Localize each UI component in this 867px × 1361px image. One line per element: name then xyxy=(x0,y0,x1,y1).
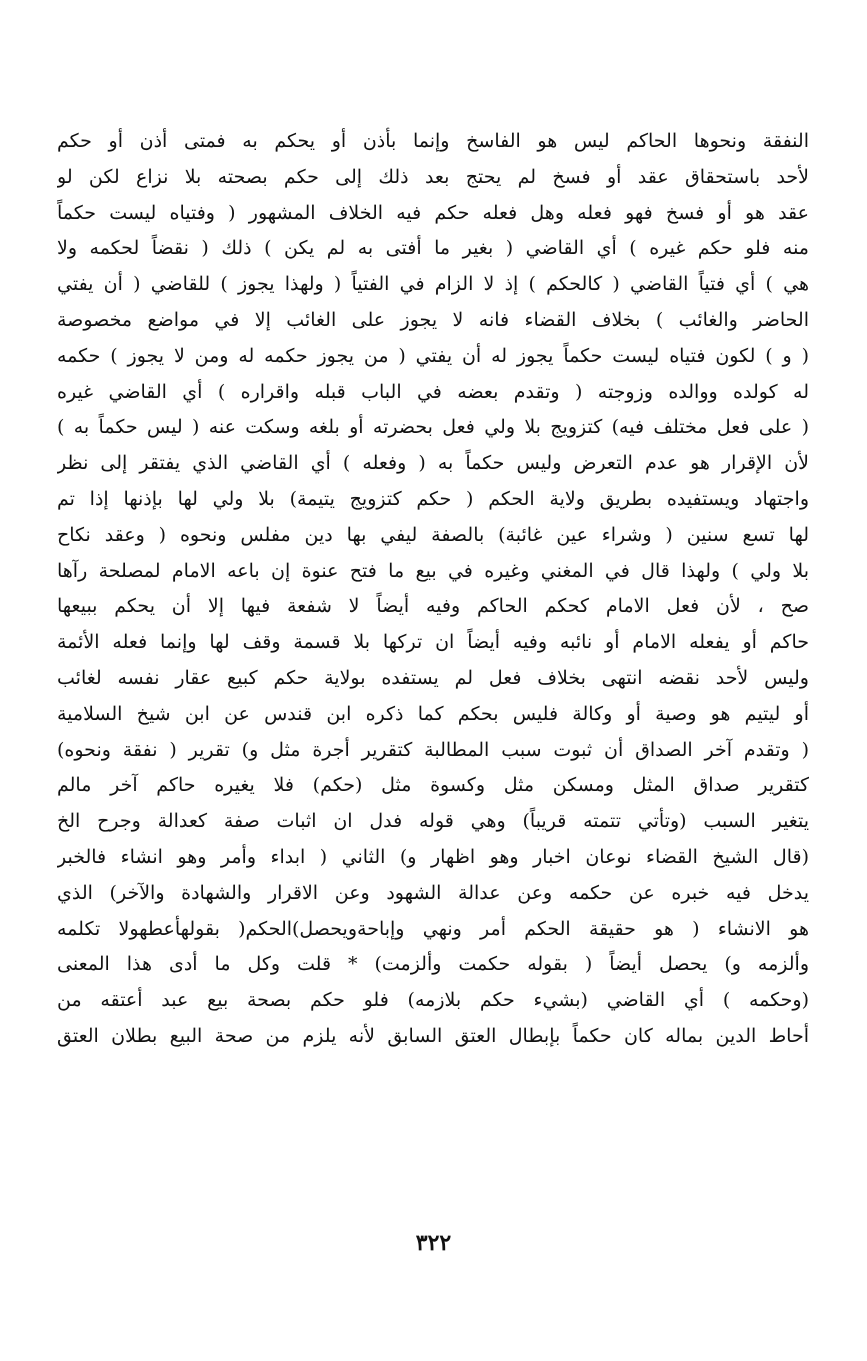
text-line: يتغير السبب (وتأتي تتمته قريباً) وهي قوله فدل ان اثبات صفة كعدالة وجرح الخ xyxy=(57,810,809,833)
text-line: كتقرير صداق المثل ومسكن مثل وكسوة مثل (حكم) فلا يغيره حاكم آخر مالم xyxy=(57,774,809,797)
text-line: لأن الإقرار هو عدم التعرض وليس حكماً به ( وفعله ) أي القاضي الذي يفتقر إلى نظر xyxy=(57,452,809,475)
text-line: ( على فعل مختلف فيه) كتزويج بلا ولي فعل بحضرته أو بلغه وسكت عنه ( ليس حكماً به ) xyxy=(57,416,809,439)
text-line: وألزمه و) يحصل أيضاً ( بقوله حكمت وألزمت) * قلت وكل ما أدى هذا المعنى xyxy=(57,953,809,976)
text-line: الحاضر والغائب ) بخلاف القضاء فانه لا يجوز على الغائب إلا في مواضع مخصوصة xyxy=(57,308,809,331)
text-line: أحاط الدين بماله كان حكماً بإبطال العتق السابق لأنه يلزم من صحة البيع بطلان العتق xyxy=(57,1024,809,1047)
text-line: لها تسع سنين ( وشراء عين غائبة) بالصفة ليفي بها دين مفلس ونحوه ( وعقد نكاح xyxy=(57,523,809,546)
text-line: أو ليتيم هو وصية أو وكالة فليس بحكم كما ذكره ابن قندس عن ابن شيخ السلامية xyxy=(57,702,809,725)
text-line: النفقة ونحوها الحاكم ليس هو الفاسخ وإنما بأذن أو يحكم به فمتى أذن أو حكم xyxy=(57,130,809,152)
text-line: منه فلو حكم غيره ) أي القاضي ( بغير ما أفتى به لم يكن ) ذلك ( نقضاً لحكمه ولا xyxy=(57,237,809,260)
text-line: لأحد باستحقاق عقد أو فسخ لم يحتج بعد ذلك إلى حكم بصحته بلا نزاع لكن لو xyxy=(57,165,809,188)
text-line: (قال الشيخ القضاء نوعان اخبار وهو اظهار و) الثاني ( ابداء وأمر وهو انشاء فالخبر xyxy=(57,845,809,868)
text-line: ( وتقدم آخر الصداق أن ثبوت سبب المطالبة كتقرير أجرة مثل و) تقرير ( نفقة ونحوه) xyxy=(57,738,809,761)
text-line: وليس لأحد نقضه انتهى بخلاف فعل لم يستفده بولاية حكم كبيع عقار نفسه لغائب xyxy=(57,666,809,689)
text-line: يدخل فيه خبره عن حكمه وعن عدالة الشهود وعن الاقرار والشهادة والآخر) الذي xyxy=(57,881,809,904)
text-line: ( و ) لكون فتياه ليست حكماً يجوز له أن يفتي ( من يجوز حكمه له ومن لا يجوز ) حكمه xyxy=(57,344,809,367)
text-line: عقد هو أو فسخ فهو فعله وهل فعله حكم فيه الخلاف المشهور ( وفتياه ليست حكماً xyxy=(57,201,809,224)
text-line: له كولده ووالده وزوجته ( وتقدم بعضه في الباب قبله واقراره ) أي القاضي غيره xyxy=(57,380,809,403)
text-line: هي ) أي فتياً القاضي ( كالحكم ) إذ لا الزام في الفتياً ( ولهذا يجوز ) للقاضي ( أن يفتي xyxy=(57,273,809,296)
page-number: ٣٢٢ xyxy=(415,1230,452,1256)
body-text xyxy=(57,124,809,1055)
text-line: حاكم أو يفعله الامام أو نائبه وفيه أيضاً ان تركها بلا قسمة وقف لها وإنما فعله الأئمة xyxy=(57,631,809,654)
text-line: صح ، لأن فعل الامام كحكم الحاكم وفيه أيضاً لا شفعة فيها إلا أن يحكم ببيعها xyxy=(57,595,809,618)
text-line: بلا ولي ) ولهذا قال في المغني وغيره في بيع ما فتح عنوة إن باعه الامام لمصلحة رآها xyxy=(57,559,809,582)
text-line: (وحكمه ) أي القاضي (بشيء حكم بلازمه) فلو حكم بصحة بيع عبد أعتقه من xyxy=(57,989,809,1012)
text-line: هو الانشاء ( هو حقيقة الحكم أمر ونهي وإباحةويحصل)الحكم( بقولهأعطهولا تكلمه xyxy=(57,917,809,940)
text-line: واجتهاد ويستفيده بطريق ولاية الحكم ( حكم كتزويج يتيمة) بلا ولي لها بإذنها إذا تم xyxy=(57,487,809,510)
